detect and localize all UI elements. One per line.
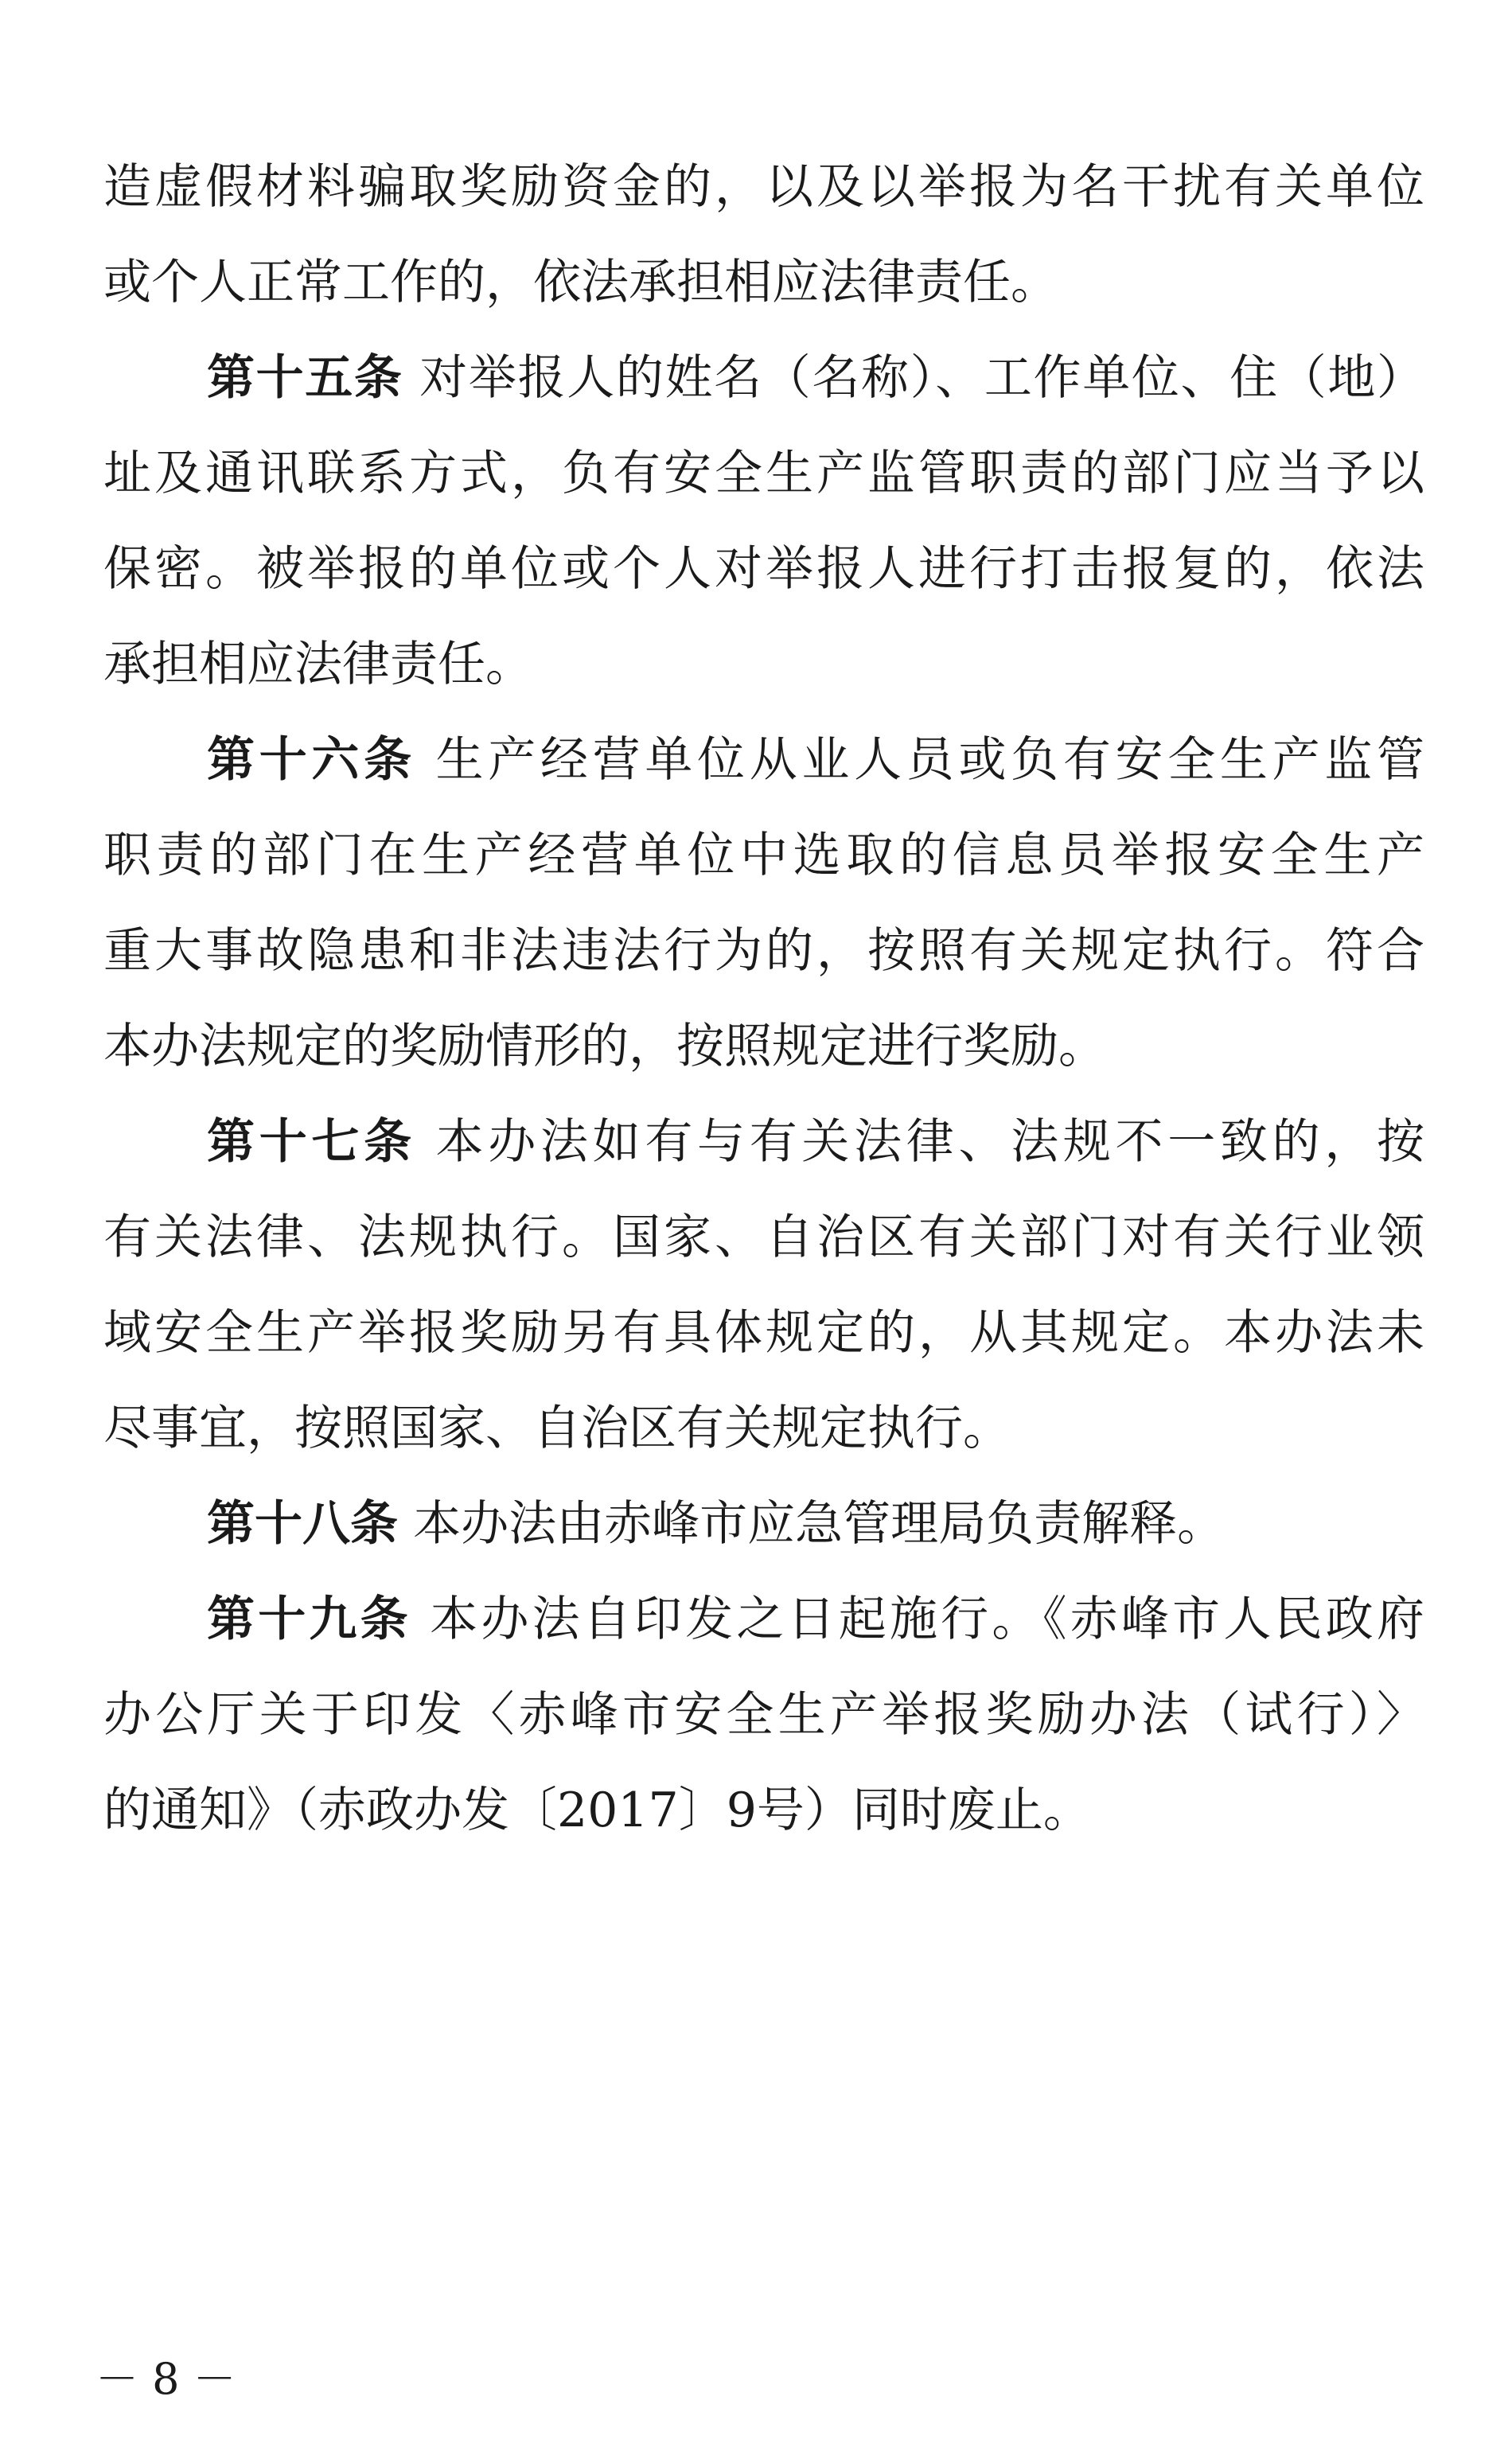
text-line [103,903,1424,999]
article-title: 第十六条 [207,732,416,788]
line-text: 本办法自印发之日起施行。《赤峰市人民政府 [430,1592,1425,1647]
line-text: 对举报人的姓名（名称）、工作单位、住（地） [419,350,1425,406]
text-line [103,521,1424,617]
article-line [103,712,1424,808]
article-line [103,1476,1424,1572]
line-text: 的通知》（赤政办发〔2017〕9号）同时废止。 [103,1783,1091,1838]
line-text: 尽事宜，按照国家、自治区有关规定执行。 [103,1401,1011,1456]
text-line [103,999,1424,1094]
line-text: 或个人正常工作的，依法承担相应法律责任。 [103,255,1058,310]
line-text: 域安全生产举报奖励另有具体规定的，从其规定。本办法未 [103,1305,1424,1361]
line-text: 重大事故隐患和非法违法行为的，按照有关规定执行。符合 [103,923,1424,979]
line-text: 办公厅关于印发〈赤峰市安全生产举报奖励办法（试行）〉 [103,1687,1424,1743]
article-line [103,330,1424,426]
document-body [103,139,1424,1858]
article-title: 第十八条 [207,1496,398,1552]
line-text: 本办法规定的奖励情形的，按照规定进行奖励。 [103,1019,1106,1074]
text-line [103,808,1424,903]
article-line [103,1572,1424,1667]
text-line [103,1381,1424,1476]
text-line [103,617,1424,712]
line-text: 职责的部门在生产经营单位中选取的信息员举报安全生产 [103,828,1424,883]
article-title: 第十七条 [207,1114,416,1170]
line-text: 承担相应法律责任。 [103,637,533,692]
page-number: － 8 － [95,2354,236,2404]
article-title: 第十五条 [207,350,403,406]
text-line [103,426,1424,521]
text-line [103,1667,1424,1763]
text-line [103,1190,1424,1285]
line-text: 本办法如有与有关法律、法规不一致的，按 [435,1114,1425,1170]
article-line [103,1094,1424,1190]
line-text: 址及通讯联系方式，负有安全生产监管职责的部门应当予以 [103,446,1424,501]
text-line [103,1285,1424,1381]
line-text: 造虚假材料骗取奖励资金的，以及以举报为名干扰有关单位 [103,159,1424,215]
line-text: 保密。被举报的单位或个人对举报人进行打击报复的，依法 [103,541,1424,597]
line-text: 有关法律、法规执行。国家、自治区有关部门对有关行业领 [103,1210,1424,1265]
text-line [103,139,1424,235]
text-line [103,235,1424,330]
article-title: 第十九条 [207,1592,411,1647]
line-text: 生产经营单位从业人员或负有安全生产监管 [435,732,1425,788]
text-line [103,1763,1424,1858]
line-text: 本办法由赤峰市应急管理局负责解释。 [413,1496,1226,1552]
